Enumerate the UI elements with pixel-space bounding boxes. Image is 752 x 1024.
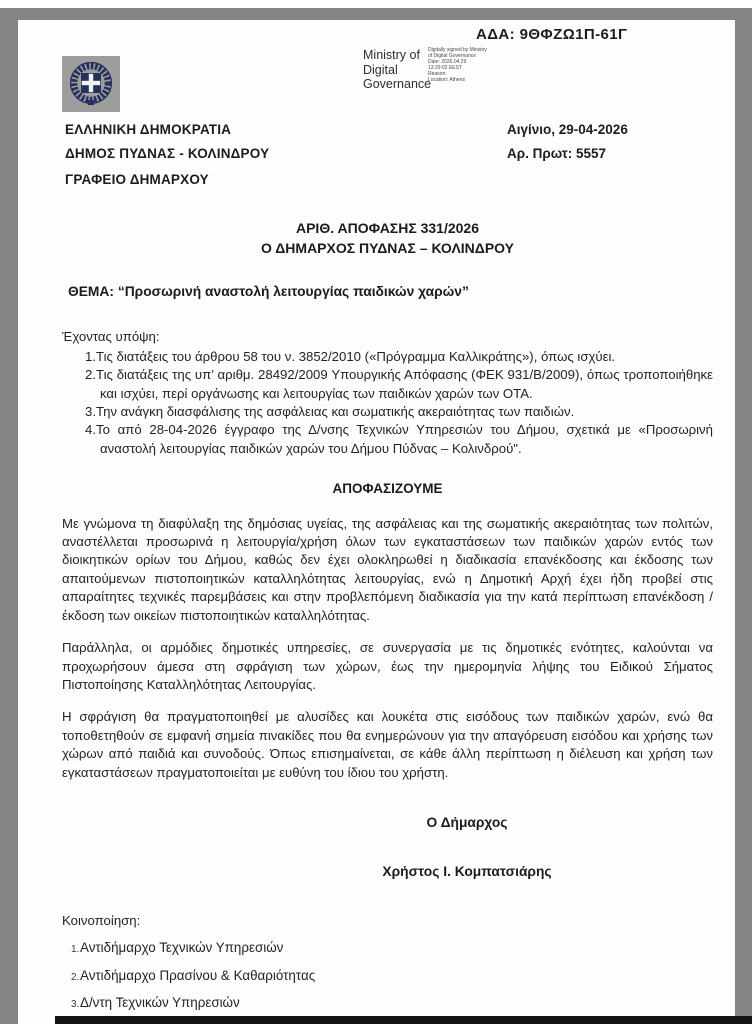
subject-line: ΘΕΜΑ: “Προσωρινή αναστολή λειτουργίας παιδικών χαρών” [68,284,469,299]
body-paragraph: Παράλληλα, οι αρμόδιες δημοτικές υπηρεσίες, σε συνεργασία με τις δημοτικές ενότητες, καλούνται να προχωρήσουν άμεσα στη σφράγιση των χώρων, έως την ημερομηνία λήψης του Ειδικού Σήματος Πιστοποίησης Καταλληλότητας Λειτουργίας. [62,640,713,692]
body-paragraph: Με γνώμονα τη διαφύλαξη της δημόσιας υγείας, της ασφάλειας και της σωματικής ακεραιότητας των πολιτών, αναστέλλεται προσωρινά η λειτουργία/χρήση όλων των εγκαταστάσεων των παιδικών χαρών εντός των διοικητικών ορίων του Δήμου, καθώς δεν έχει ολοκληρωθεί η διαδικασία επανέκδοσης και έκδοσης των απαιτούμενων πιστοποιητικών καταλληλότητας λειτουργίας, ενώ η Δημοτική Αρχή έχει ήδη προβεί στις απαραίτητες τεχνικές παρεμβάσεις και στην προβλεπόμενη διαδικασία για την κατά περίπτωση επανέκδοση / έκδοση των οικείων πιστοποιητικών καταλληλότητας. [62,515,713,623]
authority-line-office: ΓΡΑΦΕΙΟ ΔΗΜΑΡΧΟΥ [65,172,209,187]
scan-artifact-bar [55,1016,752,1024]
decision-issuer-line: Ο ΔΗΜΑΡΧΟΣ ΠΥΔΝΑΣ – ΚΟΛΙΝΔΡΟΥ [260,240,515,256]
signatory-name: Χρήστος Ι. Κομπατσιάρης [382,864,552,880]
distribution-item [62,939,713,959]
digital-signature-details [428,47,520,83]
decision-title [62,218,713,258]
preamble-item [62,348,713,366]
signature-detail-line: Digitally signed by Ministry [428,47,487,53]
ministry-line: Governance [363,77,432,91]
issuing-authority-block [65,118,269,192]
item-text: Τις διατάξεις της υπ’ αριθμ. 28492/2009 Υπουργικής Απόφασης (ΦΕΚ 931/Β/2009), όπως τροποποιήθηκε και ισχύει, περί οργάνωσης και λειτουργίας των παιδικών χαρών των ΟΤΑ. [96,367,713,401]
decision-number-line: ΑΡΙΘ. ΑΠΟΦΑΣΗΣ 331/2026 [295,220,480,236]
signature-detail-line: of Digital Governance [428,53,477,59]
document-page [18,20,735,1024]
greek-national-emblem-icon [62,56,120,112]
preamble-item [62,366,713,403]
distribution-section [62,912,713,1015]
date-protocol-block [507,118,628,165]
distribution-item [62,967,713,987]
authority-line-municipality: ΔΗΜΟΣ ΠΥΔΝΑΣ - ΚΟΛΙΝΔΡΟΥ [65,145,270,161]
item-number: 1. [85,348,96,364]
ministry-line: Digital [363,62,398,77]
preamble-list [62,348,713,458]
ministry-line: Ministry of [363,48,420,62]
item-text: Αντιδήμαρχο Πρασίνου & Καθαριότητας [80,967,316,983]
decision-heading: ΑΠΟΦΑΣΙΖΟΥΜΕ [332,481,443,497]
item-number: 4. [85,422,96,438]
item-text: Την ανάγκη διασφάλισης της ασφάλειας και σωματικής ακεραιότητας των παιδιών. [96,404,575,420]
place-date: Αιγίνιο, 29-04-2026 [507,122,628,137]
item-text: Τις διατάξεις του άρθρου 58 του ν. 3852/2010 («Πρόγραμμα Καλλικράτης»), όπως ισχύει. [96,348,616,364]
item-number: 3. [85,404,96,420]
item-number: 1. [71,944,80,956]
preamble-item [62,421,713,458]
preamble-label: Έχοντας υπόψη: [62,329,160,345]
signature-block [307,814,627,882]
preamble-item [62,403,713,421]
body-paragraph: Η σφράγιση θα πραγματοποιηθεί με αλυσίδες και λουκέτα στις εισόδους των παιδικών χαρών, ενώ θα τοποθετηθούν σε εμφανή σημεία πινακίδες που θα ενημερώνουν για την απαγόρευση εισόδου και χρήσης των χώρων από παιδιά και συνοδούς. Όπως επισημαίνεται, σε κάθε άλλη περίπτωση η διέλευση και χρήση των εγκαταστάσεων πραγματοποιείται με ευθύνη του ίδιου του χρήστη. [62,709,713,780]
distribution-list [62,939,713,1014]
ada-code: ΑΔΑ: 9ΘΦΖΩ1Π-61Γ [476,26,628,43]
signature-detail-line: Location: Athens [428,77,465,83]
signatory-role: Ο Δήμαρχος [426,814,508,830]
item-text: Δ/ντη Τεχνικών Υπηρεσιών [80,994,240,1010]
distribution-label: Κοινοποίηση: [62,912,141,928]
item-number: 2. [85,367,96,383]
item-text: Το από 28-04-2026 έγγραφο της Δ/νσης Τεχνικών Υπηρεσιών του Δήμου, σχετικά με «Προσωρινή αναστολή λειτουργίας παιδικών χαρών του Δήμου Πύδνας – Κολινδρού". [96,422,713,456]
signature-detail-line: Reason: [428,71,447,77]
item-number: 3. [71,998,80,1010]
document-body [62,218,713,1021]
protocol-number: Αρ. Πρωτ: 5557 [507,145,607,161]
distribution-item [62,994,713,1014]
signature-detail-line: Date: 2026.04.29 [428,59,467,65]
signature-detail-line: 13:29:02 EEST [428,65,462,71]
item-text: Αντιδήμαρχο Τεχνικών Υπηρεσιών [80,940,284,956]
item-number: 2. [71,971,80,983]
authority-line-republic: ΕΛΛΗΝΙΚΗ ΔΗΜΟΚΡΑΤΙΑ [65,122,232,137]
